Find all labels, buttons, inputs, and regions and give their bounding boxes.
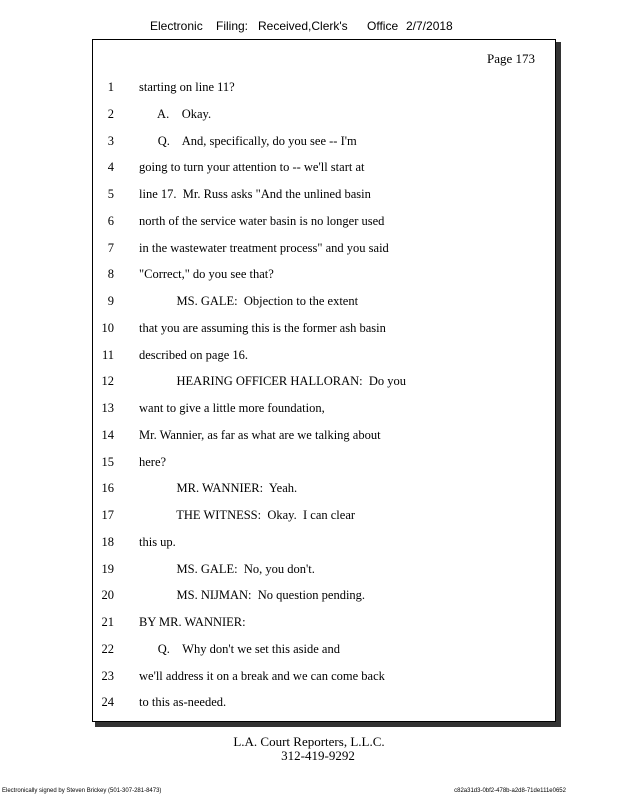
transcript-line — [93, 481, 553, 501]
line-number: 15 — [101, 454, 114, 469]
line-number: 24 — [101, 695, 114, 710]
line-number: 20 — [101, 588, 114, 603]
page-number: Page 173 — [486, 51, 535, 66]
transcript-line — [93, 294, 553, 314]
transcript-line — [93, 187, 553, 207]
line-number: 11 — [101, 347, 114, 362]
line-number: 12 — [101, 374, 114, 389]
line-text: MR. WANNIER: Yeah. — [139, 481, 298, 496]
line-text: HEARING OFFICER HALLORAN: Do you — [139, 374, 407, 389]
transcript-line — [93, 267, 553, 287]
line-text: want to give a little more foundation, — [139, 401, 325, 415]
line-text: Q. Why don't we set this aside and — [139, 641, 340, 656]
line-text: to this as-needed. — [139, 695, 227, 710]
line-number: 19 — [101, 561, 114, 576]
line-number: 14 — [101, 427, 114, 442]
line-text: A. Okay. — [139, 106, 212, 121]
header-electronic: Electronic — [150, 19, 203, 33]
line-number: 21 — [101, 615, 114, 629]
line-text: line 17. Mr. Russ asks "And the unlined basin — [139, 187, 371, 201]
transcript-line — [93, 695, 553, 715]
line-text: MS. GALE: No, you don't. — [139, 561, 315, 576]
transcript-line — [93, 80, 553, 100]
line-text: "Correct," do you see that? — [139, 267, 274, 282]
line-text: going to turn your attention to -- we'll start at — [139, 160, 365, 175]
signature-right: c82a31d3-0bf2-478b-a2d8-71de111e0652 — [454, 788, 566, 794]
line-text: this up. — [139, 534, 176, 549]
line-text: MS. GALE: Objection to the extent — [139, 294, 359, 308]
transcript-line — [93, 562, 553, 582]
footer-company: L.A. Court Reporters, L.L.C. — [233, 734, 385, 749]
transcript-line — [93, 508, 553, 528]
transcript-line — [93, 134, 553, 154]
line-number: 4 — [107, 160, 114, 175]
transcript-page — [92, 39, 556, 722]
transcript-line — [93, 241, 553, 261]
line-text: BY MR. WANNIER: — [139, 615, 246, 629]
transcript-line — [93, 428, 553, 448]
signature-left: Electronically signed by Steven Brickey (501-307-281-8473) — [2, 788, 162, 794]
line-text: that you are assuming this is the former ash basin — [139, 320, 386, 335]
line-number: 3 — [107, 133, 114, 148]
line-text: Q. And, specifically, do you see -- I'm — [139, 133, 357, 148]
transcript-line — [93, 160, 553, 180]
transcript-line — [93, 588, 553, 608]
line-text: MS. NIJMAN: No question pending. — [139, 588, 366, 603]
header-filing: Filing: — [216, 19, 249, 33]
header-received: Received,Clerk's — [258, 19, 348, 33]
line-text: Mr. Wannier, as far as what are we talking about — [139, 427, 381, 442]
line-number: 5 — [107, 187, 114, 201]
line-number: 13 — [101, 401, 114, 415]
footer-phone: 312-419-9292 — [281, 748, 355, 763]
header-office: Office — [367, 19, 399, 33]
transcript-line — [93, 535, 553, 555]
line-number: 7 — [107, 240, 114, 255]
filing-header — [0, 19, 618, 37]
line-number: 2 — [107, 106, 114, 121]
line-number: 17 — [101, 508, 114, 522]
transcript-line — [93, 107, 553, 127]
line-number: 23 — [101, 668, 114, 683]
line-number: 6 — [107, 213, 114, 228]
line-number: 8 — [107, 267, 114, 282]
line-number: 1 — [107, 80, 114, 94]
line-number: 9 — [107, 294, 114, 308]
transcript-line — [93, 455, 553, 475]
line-text: described on page 16. — [139, 347, 248, 362]
transcript-line — [93, 348, 553, 368]
line-number: 22 — [101, 641, 114, 656]
line-text: we'll address it on a break and we can come back — [139, 668, 385, 683]
transcript-line — [93, 214, 553, 234]
line-text: here? — [139, 454, 167, 469]
line-text: in the wastewater treatment process" and you said — [139, 240, 389, 255]
transcript-line — [93, 374, 553, 394]
transcript-line — [93, 401, 553, 421]
transcript-line — [93, 669, 553, 689]
line-text: THE WITNESS: Okay. I can clear — [139, 508, 356, 522]
line-text: north of the service water basin is no longer used — [139, 213, 385, 228]
line-number: 10 — [101, 320, 114, 335]
line-number: 16 — [101, 481, 114, 496]
transcript-line — [93, 642, 553, 662]
header-date: 2/7/2018 — [406, 19, 453, 33]
line-text: starting on line 11? — [139, 80, 235, 94]
transcript-line — [93, 615, 553, 635]
transcript-line — [93, 321, 553, 341]
line-number: 18 — [101, 534, 114, 549]
